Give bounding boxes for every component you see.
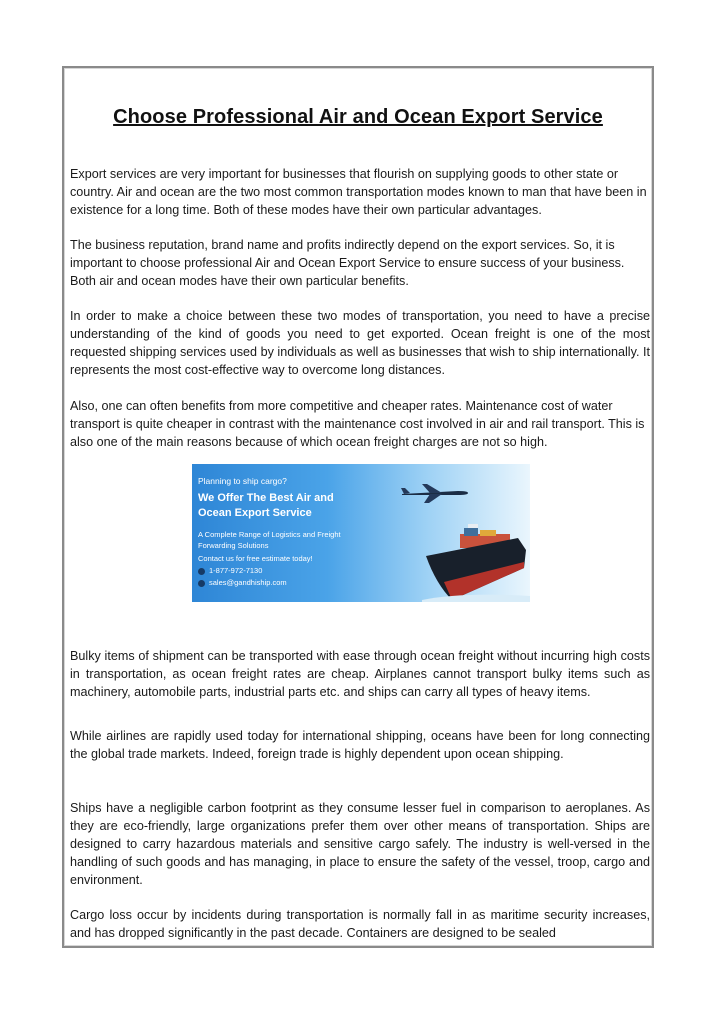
paragraph-8: Cargo loss occur by incidents during transportation is normally fall in as maritime security increases, and has dropped significantly in the past decade. Containers are designed to be sealed [70, 908, 650, 940]
banner-phone: 1-877-972-7130 [209, 566, 263, 575]
banner-phone-row [198, 566, 262, 575]
document-page [62, 66, 654, 948]
paragraph-5: Bulky items of shipment can be transported with ease through ocean freight without incurring high costs in transportation, as ocean freight rates are cheap. Airplanes cannot transport bulky items such as machinery, automobile parts, industrial parts etc. and ships can carry all types of heavy items. [70, 649, 650, 699]
promo-banner-image [192, 464, 530, 602]
paragraph-6: While airlines are rapidly used today for international shipping, oceans have been for long connecting the global trade markets. Indeed, foreign trade is highly dependent upon ocean shipping. [70, 729, 650, 761]
phone-icon [198, 568, 205, 575]
email-icon [198, 580, 205, 587]
banner-cta: Contact us for free estimate today! [198, 554, 313, 563]
paragraph-3: In order to make a choice between these two modes of transportation, you need to have a precise understanding of the kind of goods you need to get exported. Ocean freight is one of the most requested shipping services used by individuals as well as businesses that wish to ship internationally. It represents the most cost-effective way to overcome long distances. [70, 309, 650, 377]
banner-kicker: Planning to ship cargo? [198, 476, 287, 486]
banner-email: sales@gandhiship.com [209, 578, 287, 587]
paragraph-1: Export services are very important for businesses that flourish on supplying goods to other state or country. Air and ocean are the two most common transportation modes known to man that have been in existence for a long time. Both of these modes have their own particular advantages. [70, 167, 647, 217]
banner-headline-line-2: Ocean Export Service [198, 507, 312, 519]
paragraph-7: Ships have a negligible carbon footprint as they consume lesser fuel in comparison to aeroplanes. As they are eco-friendly, large organizations prefer them over other means of transportation. Ships are designed to carry hazardous materials and sensitive cargo safely. The industry is well-versed in the handling of such goods and has managing, in place to ensure the safety of the vessel, troop, cargo and environment. [70, 801, 650, 887]
banner-subtext-line-1: A Complete Range of Logistics and Freight [198, 530, 341, 539]
cargo-ship-icon [422, 504, 530, 602]
banner-headline-line-1: We Offer The Best Air and [198, 492, 334, 504]
banner-email-row [198, 578, 287, 587]
paragraph-2: The business reputation, brand name and profits indirectly depend on the export services. So, it is important to choose professional Air and Ocean Export Service to ensure success of your business. Both air and ocean modes have their own particular benefits. [70, 238, 625, 288]
banner-subtext-line-2: Forwarding Solutions [198, 541, 269, 550]
paragraph-4: Also, one can often benefits from more competitive and cheaper rates. Maintenance cost of water transport is quite cheaper in contrast with the maintenance cost involved in air and rail transport. This is also one of the main reasons because of which ocean freight charges are not so high. [70, 399, 645, 449]
document-title: Choose Professional Air and Ocean Export Service [113, 106, 603, 128]
airplane-icon [400, 482, 470, 504]
